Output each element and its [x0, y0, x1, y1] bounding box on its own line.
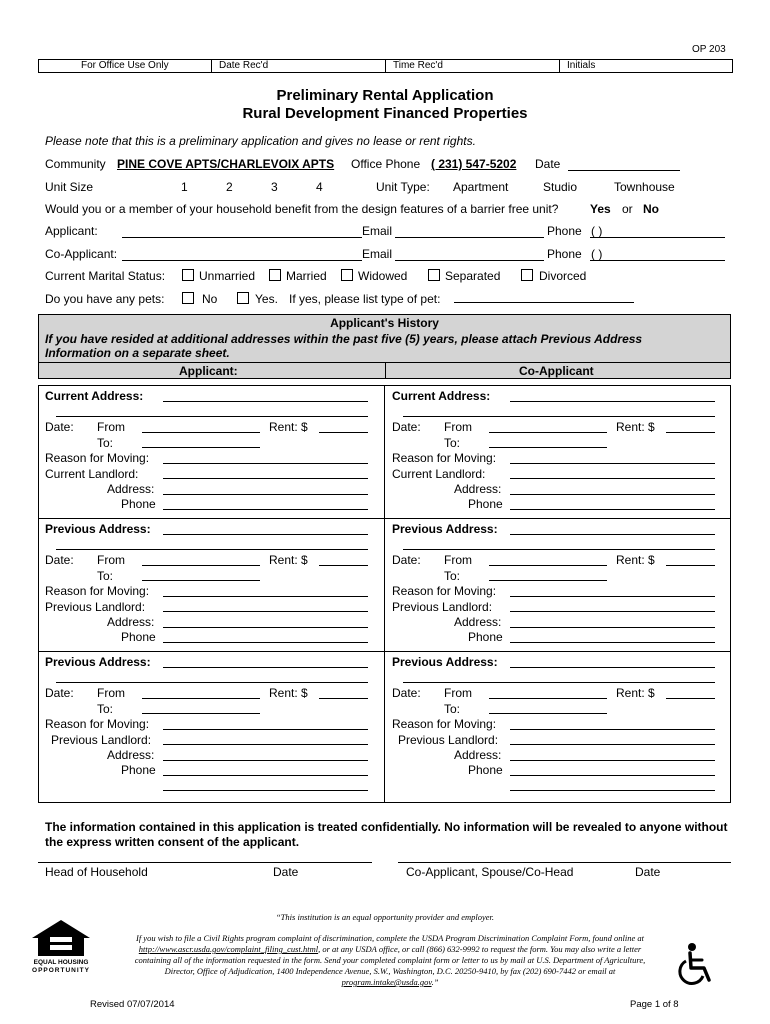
- coapplicant-previous-2-landlord-label: Previous Landlord:: [398, 733, 499, 747]
- coapplicant-email-label: Email: [362, 247, 393, 261]
- coapplicant-current-to-label: To:: [444, 436, 461, 450]
- history-header: [38, 314, 731, 379]
- coapplicant-current-from-label: From: [444, 420, 472, 434]
- equal-housing-house-icon: [30, 918, 92, 958]
- coapplicant-current-rent-input[interactable]: [666, 432, 715, 433]
- complaint-form-link[interactable]: http://www.ascr.usda.gov/complaint_filing_cust.html: [138, 944, 319, 954]
- coapplicant-previous-2-landlord-phone-input[interactable]: [510, 775, 715, 776]
- barrier-free-question: Would you or a member of your household benefit from the design features of a barrier free unit?: [45, 202, 559, 216]
- head-date-label: Date: [273, 865, 299, 879]
- applicant-current-rent-label: Rent: $: [269, 420, 308, 434]
- coapplicant-previous-1-rent-input[interactable]: [666, 565, 715, 566]
- applicant-previous-2-address-input[interactable]: [163, 667, 368, 668]
- ehl-line-2: OPPORTUNITY: [32, 967, 90, 974]
- applicant-label: Applicant:: [45, 224, 98, 238]
- coapplicant-current-reason-label: Reason for Moving:: [392, 451, 497, 465]
- coapplicant-current-from-input[interactable]: [489, 432, 607, 433]
- community-value[interactable]: PINE COVE APTS/CHARLEVOIX APTS: [117, 157, 335, 171]
- coapplicant-current-landlord-phone-label: Phone: [468, 497, 503, 511]
- form-id: OP 203: [692, 44, 726, 55]
- history-note: If you have resided at additional addresses within the past five (5) years, please attach Previous Address Information on a separate sheet.: [45, 332, 643, 360]
- applicant-previous-1-landlord-input[interactable]: [163, 611, 368, 612]
- applicant-current-landlord-phone-label: Phone: [121, 497, 156, 511]
- divorced-label: Divorced: [539, 269, 587, 283]
- coapplicant-previous-2-to-label: To:: [444, 702, 461, 716]
- civil-rights-line-1: If you wish to file a Civil Rights program complaint of discrimination, complete the USDA Program Discrimination Complaint Form, found online at: [135, 933, 644, 943]
- history-applicant-header: Applicant:: [179, 364, 238, 378]
- form-title-2: Rural Development Financed Properties: [242, 105, 528, 122]
- applicant-previous-1-address-input-2[interactable]: [56, 549, 368, 550]
- pets-no-label: No: [202, 292, 218, 306]
- separated-label: Separated: [445, 269, 501, 283]
- coapplicant-current-to-input[interactable]: [489, 447, 607, 448]
- applicant-previous-2-from-label: From: [97, 686, 125, 700]
- coapplicant-current-address-input[interactable]: [510, 401, 715, 402]
- coapplicant-current-landlord-phone-input[interactable]: [510, 509, 715, 510]
- applicant-previous-2-from-input[interactable]: [142, 698, 260, 699]
- separated-checkbox[interactable]: [428, 269, 440, 281]
- pets-followup: If yes, please list type of pet:: [289, 292, 441, 306]
- applicant-current-to-input[interactable]: [142, 447, 260, 448]
- email-suffix: .”: [431, 977, 439, 987]
- applicant-current-to-label: To:: [97, 436, 114, 450]
- applicant-previous-1-landlord-phone-input[interactable]: [163, 642, 368, 643]
- coapplicant-signature-label: Co-Applicant, Spouse/Co-Head: [406, 865, 574, 879]
- community-label: Community: [45, 157, 106, 171]
- coapplicant-previous-2-date-label: Date:: [392, 686, 421, 700]
- applicant-current-landlord-input[interactable]: [163, 478, 368, 479]
- unit-type-townhouse[interactable]: Townhouse: [614, 180, 675, 194]
- coapplicant-current-date-label: Date:: [392, 420, 421, 434]
- head-of-household-label: Head of Household: [45, 865, 148, 879]
- coapplicant-previous-1-landlord-label: Previous Landlord:: [392, 600, 493, 614]
- applicant-current-landlord-label: Current Landlord:: [45, 467, 139, 481]
- applicant-current-landlord-address-input[interactable]: [163, 494, 368, 495]
- history-title: Applicant's History: [330, 316, 439, 330]
- widowed-checkbox[interactable]: [341, 269, 353, 281]
- applicant-current-from-input[interactable]: [142, 432, 260, 433]
- ehl-line-1: EQUAL HOUSING: [33, 959, 89, 966]
- applicant-previous-2-to-label: To:: [97, 702, 114, 716]
- unit-type-label: Unit Type:: [376, 180, 430, 194]
- applicant-phone-label: Phone: [547, 224, 582, 238]
- form-title-1: Preliminary Rental Application: [276, 87, 494, 104]
- unit-size-2[interactable]: 2: [226, 180, 233, 194]
- coapplicant-previous-2-landlord-phone-label: Phone: [468, 763, 503, 777]
- pets-yes-checkbox[interactable]: [237, 292, 249, 304]
- applicant-previous-1-landlord-phone-label: Phone: [121, 630, 156, 644]
- coapplicant-current-landlord-address-label: Address:: [454, 482, 502, 496]
- unmarried-checkbox[interactable]: [182, 269, 194, 281]
- applicant-current-reason-input[interactable]: [163, 463, 368, 464]
- coapplicant-previous-2-landlord-address-input[interactable]: [510, 760, 715, 761]
- coapplicant-previous-1-reason-input[interactable]: [510, 596, 715, 597]
- coapplicant-previous-1-landlord-phone-label: Phone: [468, 630, 503, 644]
- coapplicant-label: Co-Applicant:: [45, 247, 118, 261]
- applicant-previous-2-landlord-phone-label: Phone: [121, 763, 156, 777]
- coapplicant-previous-1-rent-label: Rent: $: [616, 553, 655, 567]
- civil-rights-line-3: containing all of the information requested in the form. Send your completed complaint form or letter to us by mail at U.S. Department of Agriculture,: [134, 955, 646, 965]
- coapplicant-current-address-input-2[interactable]: [403, 416, 715, 417]
- applicant-previous-2-rent-input[interactable]: [319, 698, 368, 699]
- coapplicant-current-landlord-label: Current Landlord:: [392, 467, 486, 481]
- applicant-phone-paren: ( ): [591, 224, 603, 238]
- coapplicant-previous-1-address-input[interactable]: [510, 534, 715, 535]
- pet-type-input[interactable]: [454, 302, 634, 303]
- coapplicant-previous-2-to-input[interactable]: [489, 713, 607, 714]
- applicant-current-date-label: Date:: [45, 420, 74, 434]
- coapplicant-previous-1-from-label: From: [444, 553, 472, 567]
- married-label: Married: [286, 269, 327, 283]
- applicant-current-address-input[interactable]: [163, 401, 368, 402]
- office-use-box: [38, 59, 733, 73]
- coapplicant-previous-1-address-label: Previous Address:: [392, 522, 498, 536]
- coapplicant-previous-2-extra-line[interactable]: [510, 790, 715, 791]
- applicant-current-landlord-phone-input[interactable]: [163, 509, 368, 510]
- applicant-previous-2-landlord-phone-input[interactable]: [163, 775, 368, 776]
- coapplicant-previous-2-address-label: Previous Address:: [392, 655, 498, 669]
- applicant-previous-2-landlord-label: Previous Landlord:: [51, 733, 152, 747]
- wheelchair-icon: [676, 942, 716, 986]
- coapplicant-current-reason-input[interactable]: [510, 463, 715, 464]
- applicant-previous-2-landlord-address-input[interactable]: [163, 760, 368, 761]
- barrier-free-no[interactable]: No: [643, 202, 659, 216]
- barrier-free-yes[interactable]: Yes: [590, 202, 611, 216]
- marital-status-label: Current Marital Status:: [45, 269, 166, 283]
- applicant-previous-1-to-input[interactable]: [142, 580, 260, 581]
- coapplicant-previous-2-reason-input[interactable]: [510, 729, 715, 730]
- page-number: Page 1 of 8: [630, 999, 679, 1010]
- applicant-previous-2-landlord-address-label: Address:: [107, 748, 155, 762]
- applicant-previous-1-rent-label: Rent: $: [269, 553, 308, 567]
- office-phone-value[interactable]: ( 231) 547-5202: [431, 157, 517, 171]
- coapplicant-current-landlord-input[interactable]: [510, 478, 715, 479]
- unit-size-3[interactable]: 3: [271, 180, 278, 194]
- coapplicant-previous-1-address-input-2[interactable]: [403, 549, 715, 550]
- coapplicant-signature-line[interactable]: [398, 862, 731, 863]
- civil-rights-line-4: Director, Office of Adjudication, 1400 Independence Avenue, S.W., Washington, D.C. 20250-9410, by fax (202) 690-7442 or email at: [164, 966, 616, 976]
- unit-size-4[interactable]: 4: [316, 180, 323, 194]
- coapplicant-previous-1-from-input[interactable]: [489, 565, 607, 566]
- applicant-current-rent-input[interactable]: [319, 432, 368, 433]
- coapplicant-date-label: Date: [635, 865, 661, 879]
- applicant-previous-1-from-input[interactable]: [142, 565, 260, 566]
- unit-type-studio[interactable]: Studio: [543, 180, 578, 194]
- office-phone-label: Office Phone: [351, 157, 421, 171]
- coapplicant-previous-2-from-input[interactable]: [489, 698, 607, 699]
- coapplicant-previous-1-landlord-phone-input[interactable]: [510, 642, 715, 643]
- applicant-previous-1-address-label: Previous Address:: [45, 522, 151, 536]
- date-label: Date: [535, 157, 561, 171]
- coapplicant-previous-2-rent-label: Rent: $: [616, 686, 655, 700]
- pets-no-checkbox[interactable]: [182, 292, 194, 304]
- applicant-previous-1-rent-input[interactable]: [319, 565, 368, 566]
- applicant-previous-1-address-input[interactable]: [163, 534, 368, 535]
- coapplicant-previous-2-rent-input[interactable]: [666, 698, 715, 699]
- usda-email-link[interactable]: program.intake@usda.gov: [341, 977, 432, 987]
- applicant-previous-1-reason-input[interactable]: [163, 596, 368, 597]
- applicant-previous-2-landlord-input[interactable]: [163, 744, 368, 745]
- applicant-email-label: Email: [362, 224, 393, 238]
- coapplicant-name-input[interactable]: [122, 260, 362, 261]
- applicant-current-reason-label: Reason for Moving:: [45, 451, 150, 465]
- applicant-previous-2-address-label: Previous Address:: [45, 655, 151, 669]
- notice-text: Please note that this is a preliminary application and gives no lease or rent rights.: [45, 134, 476, 148]
- applicant-previous-2-reason-input[interactable]: [163, 729, 368, 730]
- revised-date: Revised 07/07/2014: [90, 999, 175, 1010]
- applicant-previous-1-from-label: From: [97, 553, 125, 567]
- unit-type-apartment[interactable]: Apartment: [453, 180, 509, 194]
- applicant-phone-input[interactable]: [590, 237, 725, 238]
- coapplicant-previous-2-landlord-input[interactable]: [510, 744, 715, 745]
- date-input[interactable]: [568, 170, 680, 171]
- coapplicant-previous-2-address-input[interactable]: [510, 667, 715, 668]
- coapplicant-phone-label: Phone: [547, 247, 582, 261]
- married-checkbox[interactable]: [269, 269, 281, 281]
- head-signature-line[interactable]: [38, 862, 372, 863]
- coapplicant-previous-2-reason-label: Reason for Moving:: [392, 717, 497, 731]
- office-use-label: For Office Use Only: [81, 60, 169, 71]
- unit-size-label: Unit Size: [45, 180, 94, 194]
- confidential-notice: The information contained in this application is treated confidentially. No information will be revealed to anyone without the express written consent of the applicant.: [45, 820, 728, 849]
- coapplicant-previous-1-reason-label: Reason for Moving:: [392, 584, 497, 598]
- applicant-previous-1-landlord-address-input[interactable]: [163, 627, 368, 628]
- civil-rights-line-5: [90, 976, 690, 988]
- applicant-previous-1-landlord-address-label: Address:: [107, 615, 155, 629]
- applicant-previous-1-reason-label: Reason for Moving:: [45, 584, 150, 598]
- applicant-current-landlord-address-label: Address:: [107, 482, 155, 496]
- pets-label: Do you have any pets:: [45, 292, 165, 306]
- date-recd-label: Date Rec'd: [219, 60, 269, 71]
- equal-opportunity-text: “This institution is an equal opportunity provider and employer.: [275, 912, 495, 922]
- coapplicant-previous-1-landlord-input[interactable]: [510, 611, 715, 612]
- coapplicant-current-landlord-address-input[interactable]: [510, 494, 715, 495]
- coapplicant-previous-2-address-input-2[interactable]: [403, 682, 715, 683]
- applicant-previous-1-date-label: Date:: [45, 553, 74, 567]
- initials-label: Initials: [567, 60, 596, 71]
- applicant-previous-1-landlord-label: Previous Landlord:: [45, 600, 146, 614]
- unit-size-1[interactable]: 1: [181, 180, 188, 194]
- coapplicant-previous-1-landlord-address-label: Address:: [454, 615, 502, 629]
- applicant-name-input[interactable]: [122, 237, 362, 238]
- widowed-label: Widowed: [358, 269, 408, 283]
- coapplicant-previous-1-to-label: To:: [444, 569, 461, 583]
- applicant-previous-2-extra-line[interactable]: [163, 790, 368, 791]
- coapplicant-email-input[interactable]: [395, 260, 544, 261]
- coapplicant-current-rent-label: Rent: $: [616, 420, 655, 434]
- applicant-previous-2-address-input-2[interactable]: [56, 682, 368, 683]
- civil-rights-line-2-text: , or at any USDA office, or call (866) 632-9992 to request the form. You may also write a letter: [318, 944, 642, 954]
- coapplicant-phone-input[interactable]: [590, 260, 725, 261]
- applicant-current-address-input-2[interactable]: [56, 416, 368, 417]
- coapplicant-previous-2-from-label: From: [444, 686, 472, 700]
- applicant-previous-2-reason-label: Reason for Moving:: [45, 717, 150, 731]
- coapplicant-previous-1-date-label: Date:: [392, 553, 421, 567]
- applicant-previous-2-to-input[interactable]: [142, 713, 260, 714]
- applicant-previous-2-date-label: Date:: [45, 686, 74, 700]
- applicant-current-address-label: Current Address:: [45, 389, 144, 403]
- coapplicant-phone-paren: ( ): [591, 247, 603, 261]
- coapplicant-current-address-label: Current Address:: [392, 389, 491, 403]
- applicant-previous-2-rent-label: Rent: $: [269, 686, 308, 700]
- coapplicant-previous-2-landlord-address-label: Address:: [454, 748, 502, 762]
- barrier-free-or: or: [622, 202, 633, 216]
- unmarried-label: Unmarried: [199, 269, 256, 283]
- time-recd-label: Time Rec'd: [393, 60, 443, 71]
- history-coapplicant-header: Co-Applicant: [519, 364, 594, 378]
- applicant-previous-1-to-label: To:: [97, 569, 114, 583]
- coapplicant-previous-1-to-input[interactable]: [489, 580, 607, 581]
- equal-housing-logo: [30, 918, 92, 978]
- applicant-current-from-label: From: [97, 420, 125, 434]
- coapplicant-previous-1-landlord-address-input[interactable]: [510, 627, 715, 628]
- pets-yes-label: Yes.: [255, 292, 278, 306]
- applicant-email-input[interactable]: [395, 237, 544, 238]
- divorced-checkbox[interactable]: [521, 269, 533, 281]
